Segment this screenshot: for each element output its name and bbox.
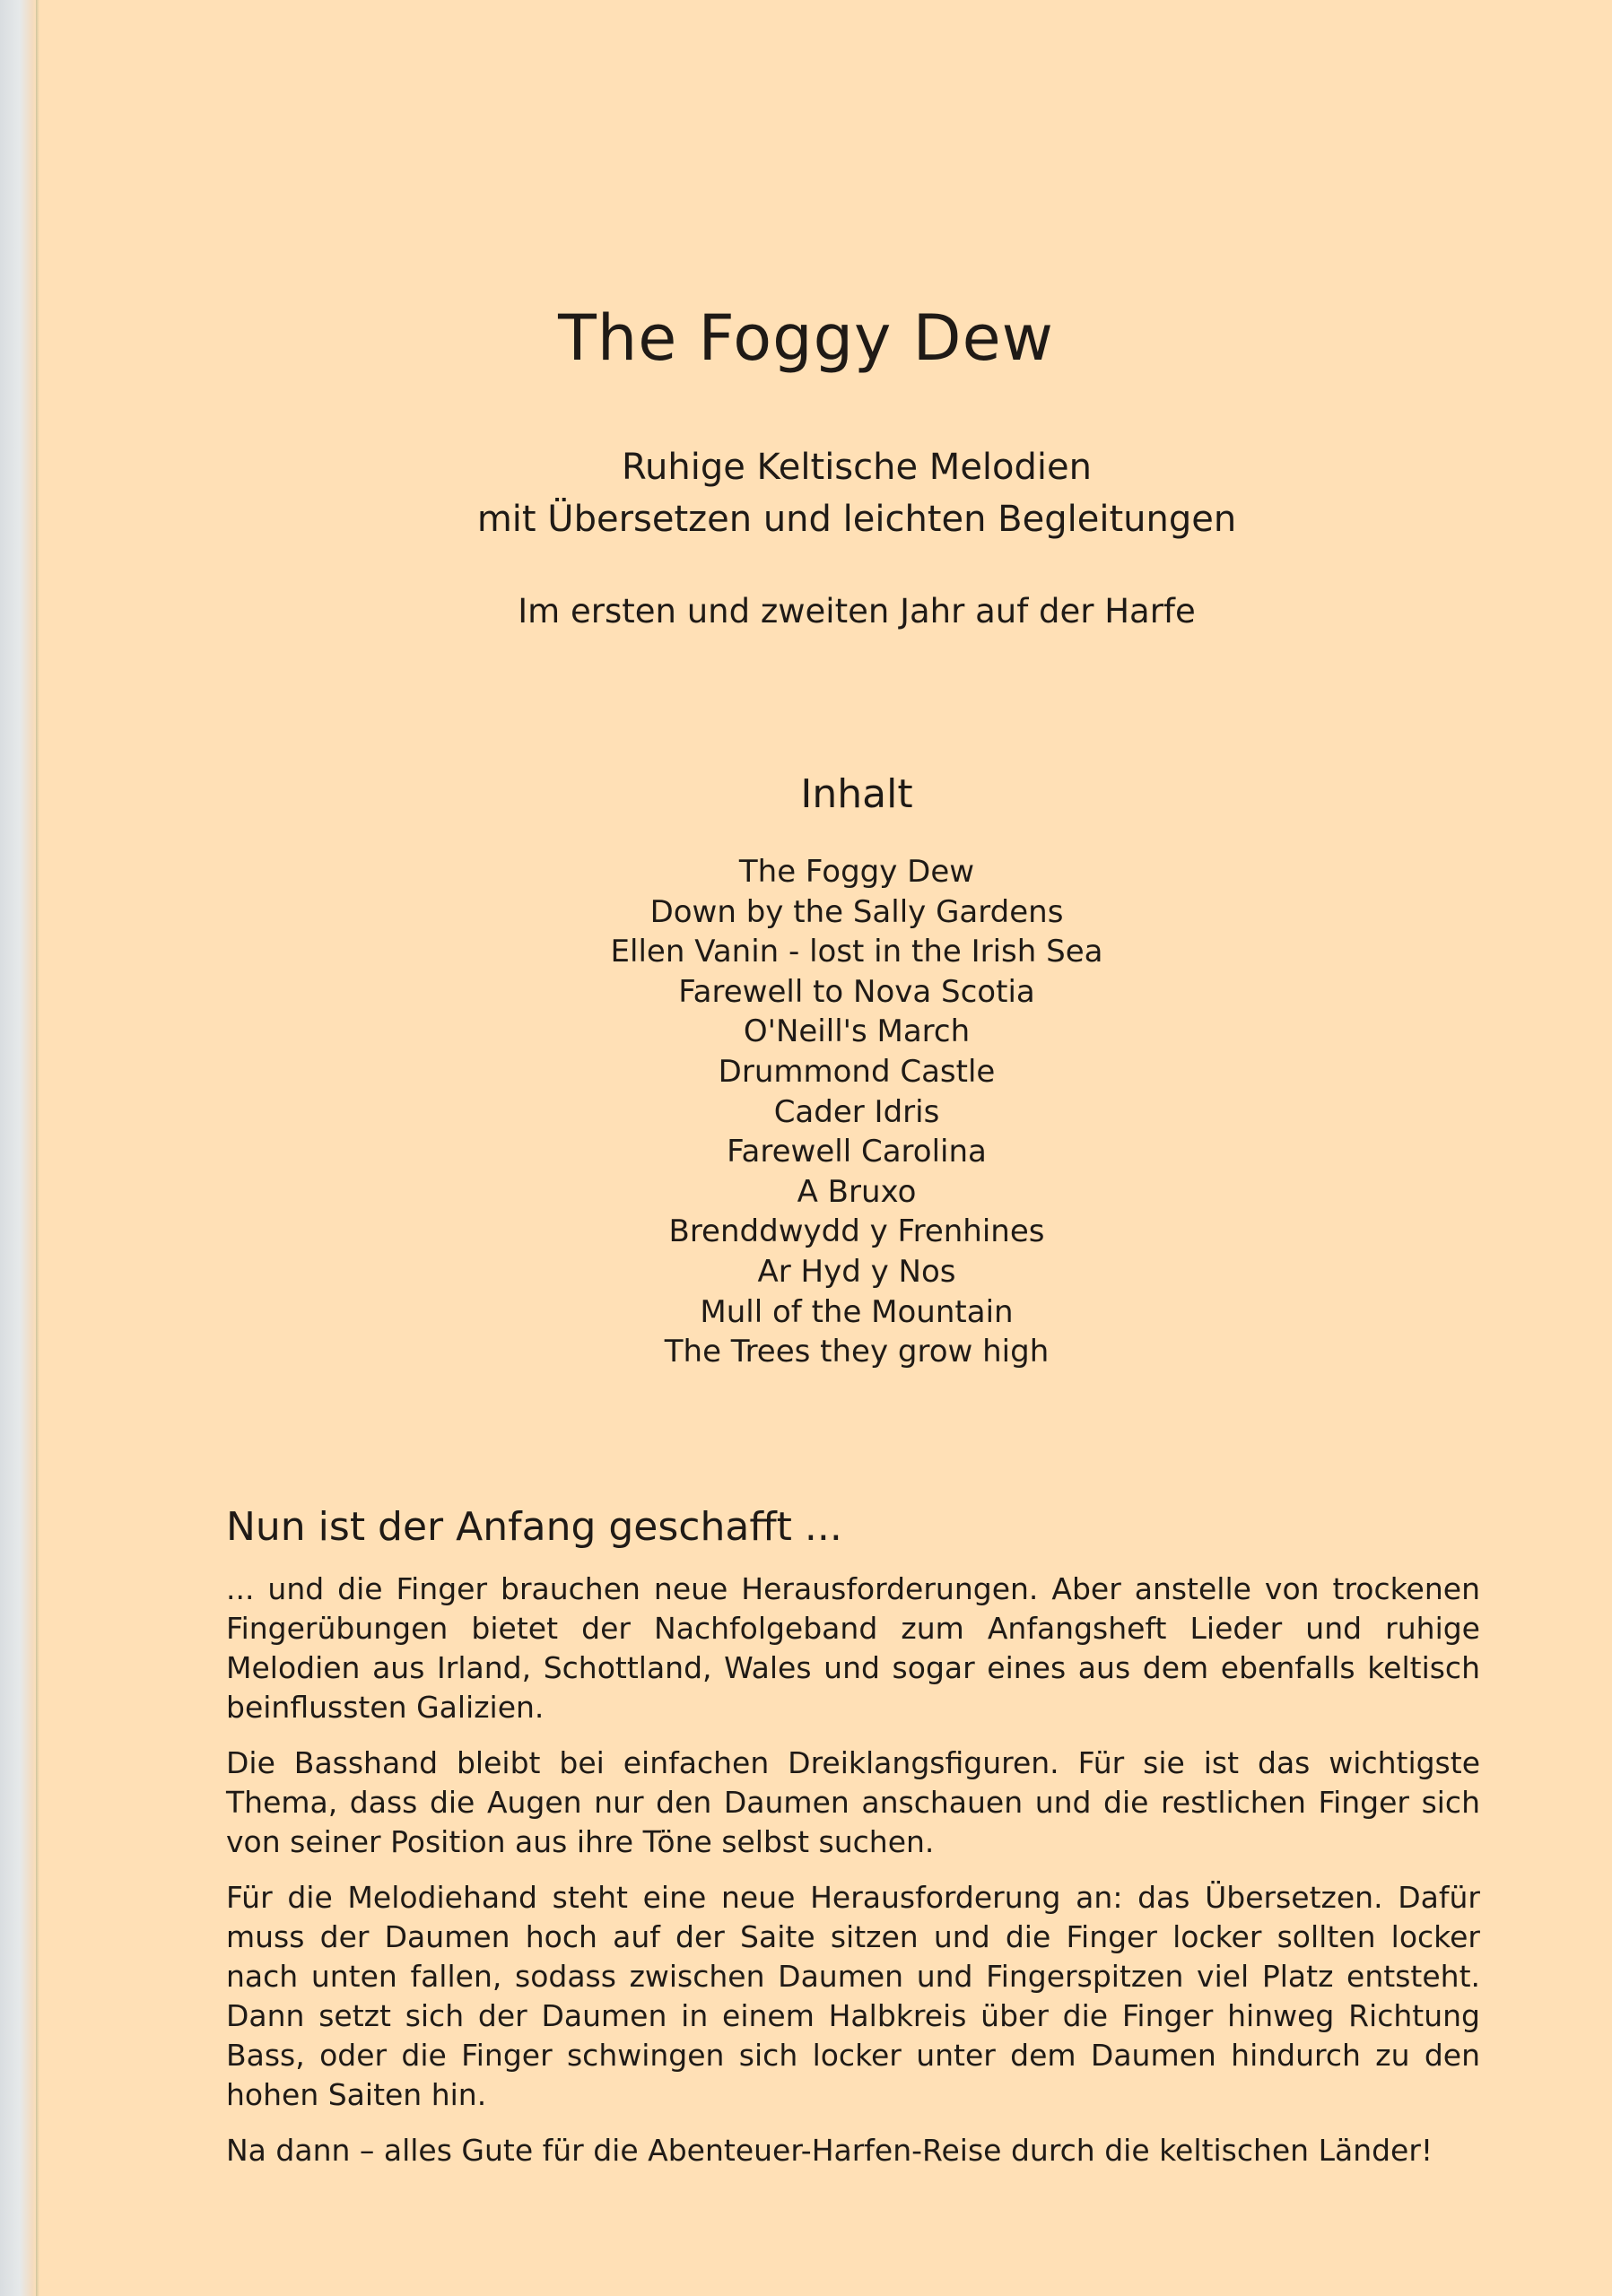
contents-item: A Bruxo bbox=[797, 1173, 917, 1210]
document-title: The Foggy Dew bbox=[558, 301, 1054, 375]
intro-paragraph: Na dann – alles Gute für die Abenteuer-Harfen-Reise durch die keltischen Länder! bbox=[226, 2133, 1433, 2168]
contents-list bbox=[0, 852, 1612, 1372]
contents-item: O'Neill's March bbox=[743, 1013, 971, 1050]
intro-paragraph: ... und die Finger brauchen neue Herausforderungen. Aber anstelle von trockenen Fingerübungen bietet der Nachfolgeband zum Anfangsheft Lieder und ruhige Melodien aus Irland, Schottland, Wales und sogar eines aus dem ebenfalls keltisch beinflussten Galizien. bbox=[226, 1571, 1480, 1725]
contents-item: The Foggy Dew bbox=[738, 854, 975, 890]
contents-item: Ellen Vanin - lost in the Irish Sea bbox=[610, 934, 1103, 970]
contents-item: Drummond Castle bbox=[718, 1053, 996, 1090]
contents-item: The Trees they grow high bbox=[664, 1334, 1050, 1370]
contents-item: Brenddwydd y Frenhines bbox=[668, 1213, 1045, 1250]
intro-body bbox=[226, 1570, 1480, 2187]
intro-paragraph: Für die Melodiehand steht eine neue Herausforderung an: das Übersetzen. Dafür muss der Daumen hoch auf der Saite sitzen und die Finger locker sollten locker nach unten fallen, sodass zwischen Daumen und Fingerspitzen viel Platz entsteht. Dann setzt sich der Daumen in einem Halbkreis über die Finger hinweg Richtung Bass, oder die Finger schwingen sich locker unter dem Daumen hindurch zu den hohen Saiten hin. bbox=[226, 1880, 1480, 2112]
contents-item: Ar Hyd y Nos bbox=[757, 1253, 956, 1290]
contents-heading: Inhalt bbox=[800, 771, 913, 817]
contents-item: Farewell to Nova Scotia bbox=[678, 973, 1035, 1010]
contents-item: Cader Idris bbox=[773, 1093, 940, 1130]
intro-heading: Nun ist der Anfang geschafft ... bbox=[226, 1504, 842, 1550]
subtitle-line-1: Ruhige Keltische Melodien bbox=[622, 447, 1092, 488]
document-subtitle bbox=[0, 441, 1612, 545]
contents-item: Farewell Carolina bbox=[727, 1134, 987, 1170]
contents-item: Mull of the Mountain bbox=[700, 1293, 1014, 1330]
document-tagline: Im ersten und zweiten Jahr auf der Harfe bbox=[518, 592, 1196, 631]
intro-paragraph: Die Basshand bleibt bei einfachen Dreiklangsfiguren. Für sie ist das wichtigste Thema, dass die Augen nur den Daumen anschauen und die restlichen Finger sich von seiner Position aus ihre Töne selbst suchen. bbox=[226, 1745, 1480, 1859]
contents-item: Down by the Sally Gardens bbox=[649, 893, 1064, 930]
subtitle-line-2: mit Übersetzen und leichten Begleitungen bbox=[476, 499, 1237, 540]
